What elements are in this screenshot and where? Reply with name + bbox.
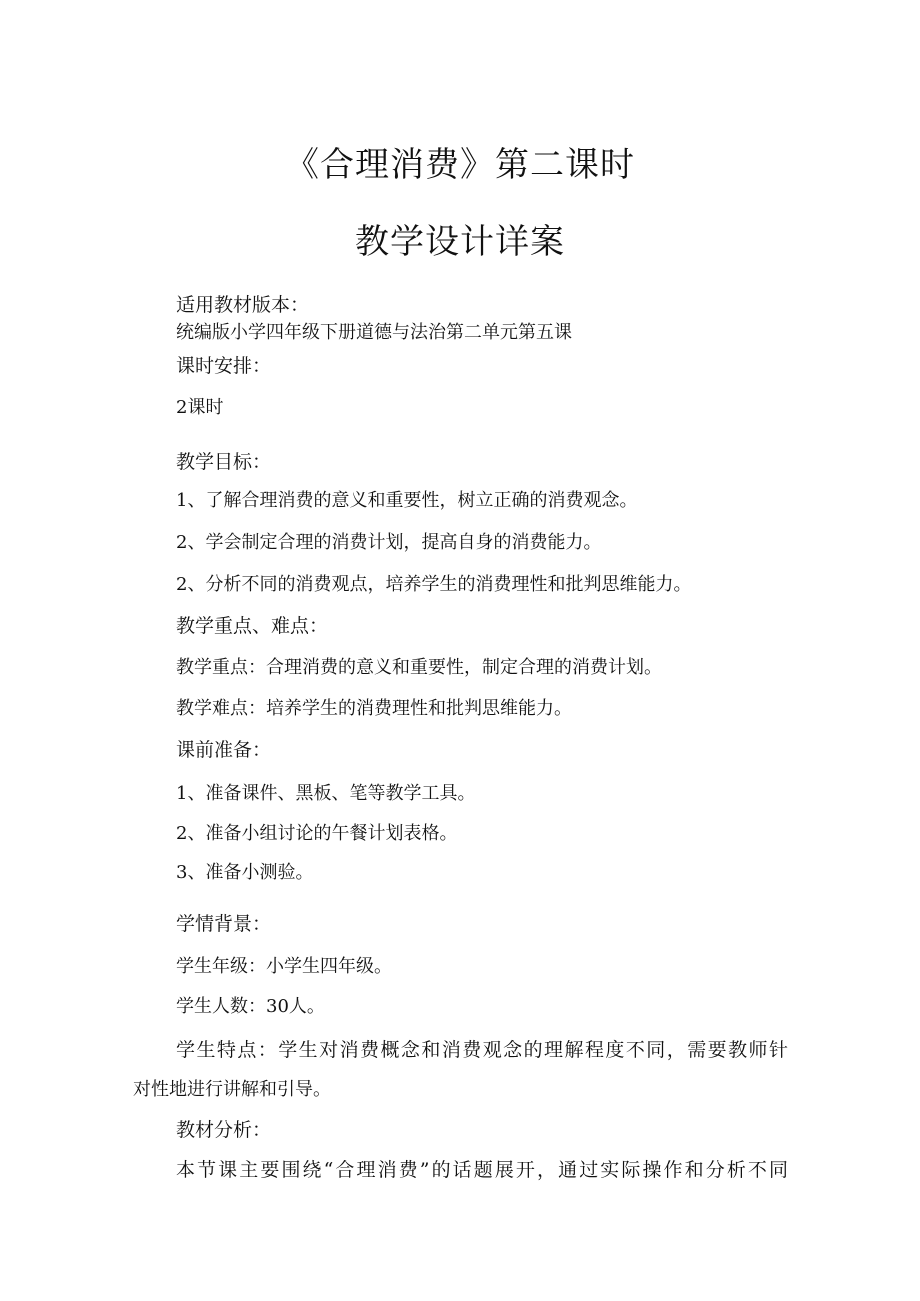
label-student-background: 学情背景： [176, 913, 272, 935]
document-title: 《合理消费》第二课时 [285, 145, 635, 185]
text-textbook-analysis: 本节课主要围绕“合理消费”的话题展开，通过实际操作和分析不同 [176, 1159, 788, 1181]
label-teaching-goals: 教学目标： [176, 451, 272, 473]
label-textbook-analysis: 教材分析： [176, 1119, 272, 1141]
label-textbook-version: 适用教材版本： [176, 294, 310, 316]
text-student-grade: 学生年级：小学生四年级。 [176, 956, 392, 977]
preparation-item: 1、准备课件、黑板、笔等教学工具。 [176, 783, 476, 804]
text-key-point: 教学重点：合理消费的意义和重要性，制定合理的消费计划。 [176, 657, 662, 678]
label-preparation: 课前准备： [176, 739, 272, 761]
label-key-points: 教学重点、难点： [176, 615, 329, 637]
goal-item: 2、学会制定合理的消费计划，提高自身的消费能力。 [176, 532, 602, 553]
text-student-traits-continued: 对性地进行讲解和引导。 [133, 1079, 331, 1100]
goal-item: 2、分析不同的消费观点，培养学生的消费理性和批判思维能力。 [176, 574, 692, 595]
document-subtitle: 教学设计详案 [355, 222, 565, 262]
preparation-item: 3、准备小测验。 [176, 862, 314, 883]
text-student-traits: 学生特点：学生对消费概念和消费观念的理解程度不同，需要教师针 [176, 1039, 788, 1061]
text-student-count: 学生人数：30人。 [176, 996, 325, 1017]
text-lesson-schedule: 2课时 [176, 397, 224, 418]
label-lesson-schedule: 课时安排： [176, 355, 272, 377]
goal-item: 1、了解合理消费的意义和重要性，树立正确的消费观念。 [176, 490, 638, 511]
text-textbook-version: 统编版小学四年级下册道德与法治第二单元第五课 [176, 322, 572, 343]
preparation-item: 2、准备小组讨论的午餐计划表格。 [176, 823, 458, 844]
text-difficult-point: 教学难点：培养学生的消费理性和批判思维能力。 [176, 698, 572, 719]
